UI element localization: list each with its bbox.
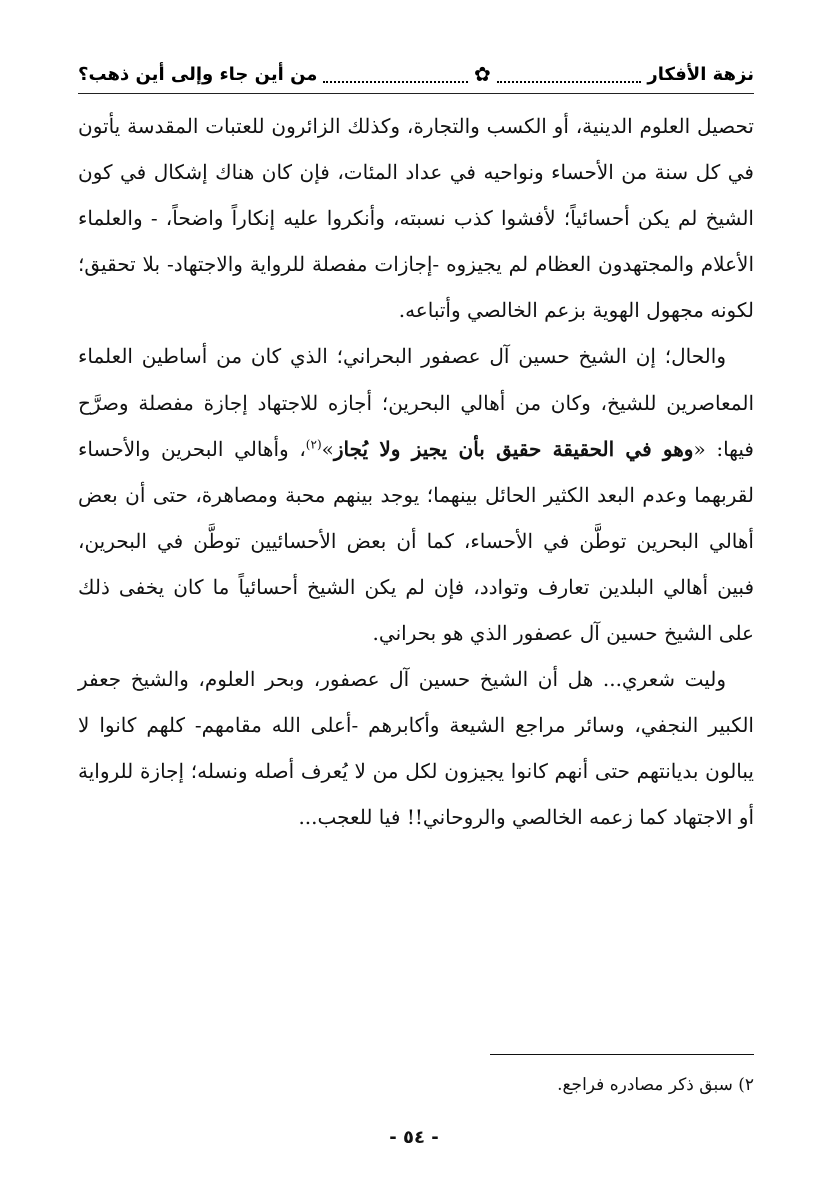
- paragraph-1: تحصيل العلوم الدينية، أو الكسب والتجارة، وكذلك الزائرون للعتبات المقدسة يأتون في كل سنة من الأحساء ونواحيه في عداد المئات، فإن كان هناك إشكال في كون الشيخ لم يكن أحسائياً؛ لأفشوا كذب نسبته، وأنكروا عليه إنكاراً واضحاً، - والعلماء الأعلام والمجتهدون العظام لم يجيزوه -إجازات مفصلة للرواية والاجتهاد- بلا تحقيق؛ لكونه مجهول الهوية بزعم الخالصي وأتباعه.: [78, 114, 754, 323]
- paragraph-3: وليت شعري... هل أن الشيخ حسين آل عصفور، وبحر العلوم، والشيخ جعفر الكبير النجفي، وسائر مراجع الشيعة وأكابرهم -أعلى الله مقامهم- كلهم كانوا لا يبالون بديانتهم حتى أنهم كانوا يجيزون لكل من لا يُعرف أصله ونسله؛ إجازة للرواية أو الاجتهاد كما زعمه الخالصي والروحاني!! فيا للعجب...: [78, 667, 754, 830]
- dot-leader: [323, 73, 468, 83]
- close-quote-mark: »: [321, 436, 334, 461]
- dot-leader: [497, 73, 642, 83]
- footnote-rule: [490, 1054, 754, 1055]
- body-text: [78, 103, 754, 841]
- book-title: نزهة الأفكار: [647, 63, 754, 85]
- page-number: - ٥٤ -: [389, 1127, 439, 1148]
- running-header: [78, 52, 754, 96]
- footnote-reference: (٢): [305, 437, 322, 451]
- header-rule: [78, 93, 754, 94]
- paragraph-2-after: ، وأهالي البحرين والأحساء لقربهما وعدم البعد الكثير الحائل بينهما؛ يوجد بينهم محبة ومصاهرة، حتى أن بعض أهالي البحرين توطَّن في الأحساء، كما أن بعض الأحسائيين توطَّن في البحرين، فبين أهالي البلدين تعارف وتوادد، فإن لم يكن الشيخ أحسائياً ما كان يخفى ذلك على الشيخ حسين آل عصفور الذي هو بحراني.: [78, 436, 754, 646]
- chapter-title: من أين جاء وإلى أين ذهب؟: [78, 63, 318, 85]
- quoted-saying: وهو في الحقيقة حقيق بأن يجيز ولا يُجاز: [333, 436, 694, 461]
- paragraph-2: [78, 333, 754, 656]
- footnote: ٢) سبق ذكر مصادره فراجع.: [557, 1075, 754, 1095]
- flower-ornament-icon: ✿: [474, 62, 491, 86]
- paragraph-2-before: والحال؛ إن الشيخ حسين آل عصفور البحراني؛ الذي كان من أساطين العلماء المعاصرين للشيخ، وكان من أهالي البحرين؛ أجازه للاجتهاد إجازة مفصلة وصرَّح فيها: «: [78, 344, 754, 461]
